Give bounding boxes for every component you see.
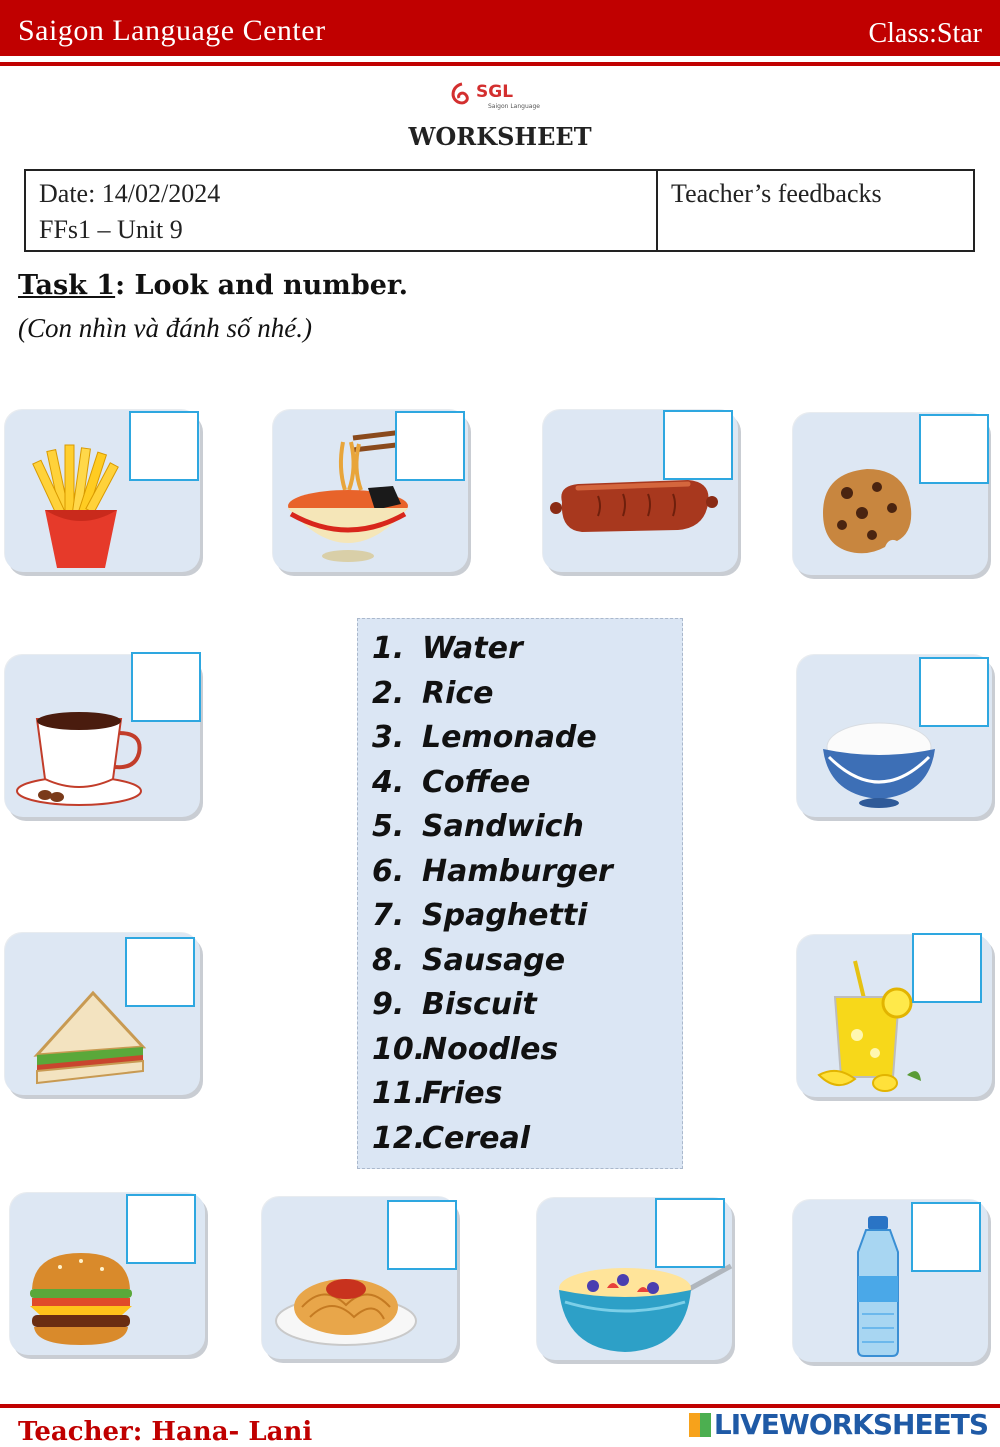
task-label: Task 1 xyxy=(18,270,116,301)
lemonade-icon xyxy=(815,957,925,1092)
liveworksheets-logo[interactable] xyxy=(689,1408,988,1441)
logo-brand: SGL xyxy=(476,82,514,102)
answer-box-3[interactable] xyxy=(663,410,733,480)
cereal-icon xyxy=(553,1258,733,1356)
sausage-icon xyxy=(548,472,718,542)
list-item: 11.Fries xyxy=(372,1076,503,1111)
picture-card-lemonade xyxy=(797,935,992,1097)
fries-icon xyxy=(25,440,135,570)
hamburger-icon xyxy=(26,1249,136,1349)
word-list-items xyxy=(372,627,613,1161)
answer-box-6[interactable] xyxy=(919,657,989,727)
list-item: 5. Sandwich xyxy=(372,809,584,844)
liveworksheets-icon xyxy=(689,1413,711,1437)
list-item: 12.Cereal xyxy=(372,1120,531,1156)
answer-box-7[interactable] xyxy=(125,937,195,1007)
water-icon xyxy=(848,1214,908,1359)
picture-card-fries xyxy=(5,410,200,572)
picture-card-noodles xyxy=(273,410,468,572)
date-text: Date: 14/02/2024 xyxy=(39,179,221,208)
picture-card-spaghetti xyxy=(262,1197,457,1359)
info-divider xyxy=(656,171,658,250)
picture-card-water xyxy=(793,1200,988,1362)
task-instruction: : Look and number. xyxy=(115,270,409,301)
list-item: 8. Sausage xyxy=(372,942,566,978)
answer-box-12[interactable] xyxy=(911,1202,981,1272)
rice-icon xyxy=(819,717,939,812)
picture-card-coffee xyxy=(5,655,200,817)
picture-card-sausage xyxy=(543,410,738,572)
sgl-logo xyxy=(448,78,548,112)
unit-text: FFs1 – Unit 9 xyxy=(39,215,183,244)
word-list xyxy=(357,618,683,1169)
picture-card-rice xyxy=(797,655,992,817)
feedback-label: Teacher’s feedbacks xyxy=(671,179,882,208)
picture-card-biscuit xyxy=(793,413,988,575)
list-item: 4. Coffee xyxy=(372,764,531,800)
answer-box-2[interactable] xyxy=(395,411,465,481)
answer-box-5[interactable] xyxy=(131,652,201,722)
worksheet-title: WORKSHEET xyxy=(408,122,592,151)
logo-subtitle: Saigon Language xyxy=(488,103,540,110)
picture-card-hamburger xyxy=(10,1193,205,1355)
info-box xyxy=(24,169,975,252)
picture-card-sandwich xyxy=(5,933,200,1095)
list-item: 6. Hamburger xyxy=(372,853,613,889)
header-bar xyxy=(0,0,1000,56)
class-label: Class:Star xyxy=(868,18,982,49)
teacher-name: Teacher: Hana- Lani xyxy=(18,1417,313,1447)
task-heading xyxy=(18,270,408,301)
task-subtitle: (Con nhìn và đánh số nhé.) xyxy=(18,313,312,343)
answer-box-9[interactable] xyxy=(126,1194,196,1264)
header-divider xyxy=(0,62,1000,66)
picture-card-cereal xyxy=(537,1198,732,1360)
list-item: 1. Water xyxy=(372,631,523,666)
list-item: 9. Biscuit xyxy=(372,987,537,1022)
noodles-icon xyxy=(283,428,413,568)
answer-box-11[interactable] xyxy=(655,1198,725,1268)
list-item: 10.Noodles xyxy=(372,1031,559,1067)
list-item: 3. Lemonade xyxy=(372,720,597,755)
answer-box-1[interactable] xyxy=(129,411,199,481)
center-name: Saigon Language Center xyxy=(18,14,326,47)
answer-box-10[interactable] xyxy=(387,1200,457,1270)
list-item: 2. Rice xyxy=(372,675,494,711)
biscuit-icon xyxy=(817,463,917,558)
answer-box-4[interactable] xyxy=(919,414,989,484)
list-item: 7. Spaghetti xyxy=(372,898,588,933)
answer-box-8[interactable] xyxy=(912,933,982,1003)
liveworksheets-text: LIVEWORKSHEETS xyxy=(713,1408,988,1441)
